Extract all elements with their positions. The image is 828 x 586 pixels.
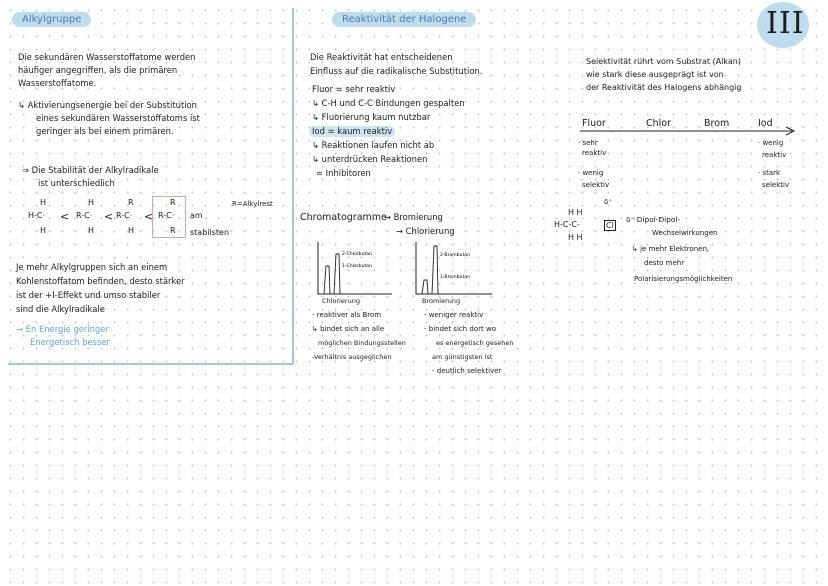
- halogen-label: Brom: [704, 118, 730, 129]
- mol-top: H H: [568, 208, 583, 217]
- note-line: · sehr: [578, 139, 598, 147]
- radical-primary: H-C·: [28, 211, 46, 220]
- bromierung-label: → Bromierung: [384, 212, 443, 222]
- text-line: Selektivität rührt vom Substrat (Alkan): [586, 57, 741, 66]
- text-line: sind die Alkylradikale: [16, 304, 105, 314]
- note-line: möglichen Bindungsstellen: [318, 339, 406, 347]
- radical-top: R: [128, 198, 134, 207]
- text-line: ↳ Reaktionen laufen nicht ab: [312, 140, 435, 150]
- graph-label: Chlorierung: [322, 297, 360, 305]
- column-divider-bottom: [8, 363, 293, 365]
- text-line: ist unterschiedlich: [38, 178, 115, 188]
- page-number: III: [766, 6, 805, 41]
- highlight-box: [152, 196, 186, 238]
- note-line: · wenig: [578, 169, 604, 177]
- peaks: [320, 254, 340, 294]
- halogen-label: Chlor: [646, 118, 672, 129]
- column-divider: [292, 8, 294, 364]
- peak-label: 1-Brombutan: [440, 275, 470, 280]
- note-line: -Verhältnis ausgeglichen: [312, 353, 392, 361]
- text-line: ⇒ Die Stabilität der Alkylradikale: [22, 165, 159, 175]
- radical-secondary: R-C·: [76, 211, 93, 220]
- note-line: - weniger reaktiv: [424, 311, 484, 319]
- text-line-blue: → En Energie geringer: [16, 324, 109, 334]
- text-line: ↳ Aktivierungsenergie bei der Substitution: [18, 100, 197, 110]
- text-line-blue: Energetisch besser: [30, 337, 110, 347]
- chromatogram-bromierung: [410, 240, 494, 302]
- text-line: häufiger angegriffen, als die primären: [18, 65, 178, 75]
- note-line: es energetisch gesehen: [436, 339, 514, 347]
- radical-bottom: H: [40, 226, 47, 235]
- section-title-alkylgruppe: Alkylgruppe: [12, 12, 91, 27]
- peak-label: 2-Chlorbutan: [342, 252, 373, 257]
- chlorierung-label: → Chlorierung: [396, 226, 455, 236]
- arrow-right-icon: [578, 126, 800, 136]
- peaks: [418, 246, 438, 294]
- text-line: Fluor = sehr reaktiv: [312, 84, 396, 94]
- note-line: am günstigsten ist: [432, 353, 493, 361]
- chromatogram-chlorierung: [312, 240, 394, 302]
- text-line: ↳ Fluorierung kaum nutzbar: [312, 112, 431, 122]
- note-line: Wechselwirkungen: [652, 229, 718, 237]
- am-label: am: [190, 211, 203, 220]
- text-line: Die Reaktivität hat entscheidenen: [310, 52, 453, 62]
- note-line: Polarisierungsmöglichkeiten: [634, 275, 733, 283]
- note-line: desto mehr: [644, 259, 685, 267]
- stabilsten-label: stabilsten: [190, 228, 230, 237]
- less-than: <: [104, 210, 114, 223]
- text-line: geringer als bei einem primären.: [36, 126, 174, 136]
- halogen-label: Fluor: [582, 118, 606, 129]
- note-line: · stark: [758, 169, 781, 177]
- r-note: R=Alkylrest: [232, 200, 273, 208]
- text-line: ↳ C-H und C-C Bindungen gespalten: [312, 98, 465, 108]
- note-line: selektiv: [762, 181, 790, 189]
- text-line: ↳ unterdrücken Reaktionen: [312, 154, 428, 164]
- radical-top: H: [40, 198, 47, 207]
- text-line: Wasserstoffatome.: [18, 78, 97, 88]
- chromatogramme-heading: Chromatogramme: [300, 212, 387, 223]
- peak-label: 1-Chlorbutan: [342, 264, 373, 269]
- radical-bottom: H: [88, 226, 95, 235]
- radical-tertiary: R-C·: [116, 211, 133, 220]
- note-line: · wenig: [758, 139, 784, 147]
- section-title-halogene: Reaktivität der Halogene: [332, 12, 476, 27]
- note-line: - bindet sich dort wo: [424, 325, 496, 333]
- text-line: der Reaktivität des Halogens abhängig: [586, 83, 742, 92]
- text-line-highlighted: Iod = kaum reaktiv: [309, 126, 395, 137]
- note-line: selektiv: [582, 181, 610, 189]
- less-than: <: [60, 210, 70, 223]
- text-line: Die sekundären Wasserstoffatome werden: [18, 52, 196, 62]
- note-line: δ⁻ Dipol-Dipol-: [626, 215, 681, 224]
- halogen-label: Iod: [758, 118, 773, 129]
- text-line: Je mehr Alkylgruppen sich an einem: [16, 262, 168, 272]
- text-line: eines sekundären Wasserstoffatoms ist: [36, 113, 200, 123]
- text-line: Kohlenstoffatom befinden, desto stärker: [16, 276, 185, 286]
- text-line: wie stark diese ausgeprägt ist von: [586, 70, 724, 79]
- mol-delta-plus: δ⁺: [604, 198, 612, 206]
- radical-top: H: [88, 198, 95, 207]
- note-line: ↳ bindet sich an alle: [312, 325, 385, 333]
- less-than: <: [144, 210, 154, 223]
- radical-bottom: R: [170, 226, 176, 235]
- radical-top: R: [170, 198, 176, 207]
- mol-bottom: H H: [568, 233, 583, 242]
- text-line: Einfluss auf die radikalische Substitution.: [310, 66, 483, 76]
- peak-label: 2-Brombutan: [440, 253, 470, 258]
- mol-mid: H-C-C-: [554, 220, 580, 229]
- text-line: ist der +I-Effekt und umso stabiler: [16, 290, 161, 300]
- note-line: - deutlich selektiver: [432, 367, 502, 375]
- radical-quaternary: R-C·: [158, 211, 175, 220]
- text-line: = Inhibitoren: [316, 168, 371, 178]
- mol-cl: Cl: [606, 221, 614, 230]
- note-line: ↳ je mehr Elektronen,: [632, 245, 710, 253]
- graph-label: Bromierung: [422, 297, 461, 305]
- radical-bottom: H: [128, 226, 135, 235]
- note-line: reaktiv: [582, 149, 607, 157]
- note-line: reaktiv: [762, 151, 787, 159]
- note-line: - reaktiver als Brom: [312, 311, 382, 319]
